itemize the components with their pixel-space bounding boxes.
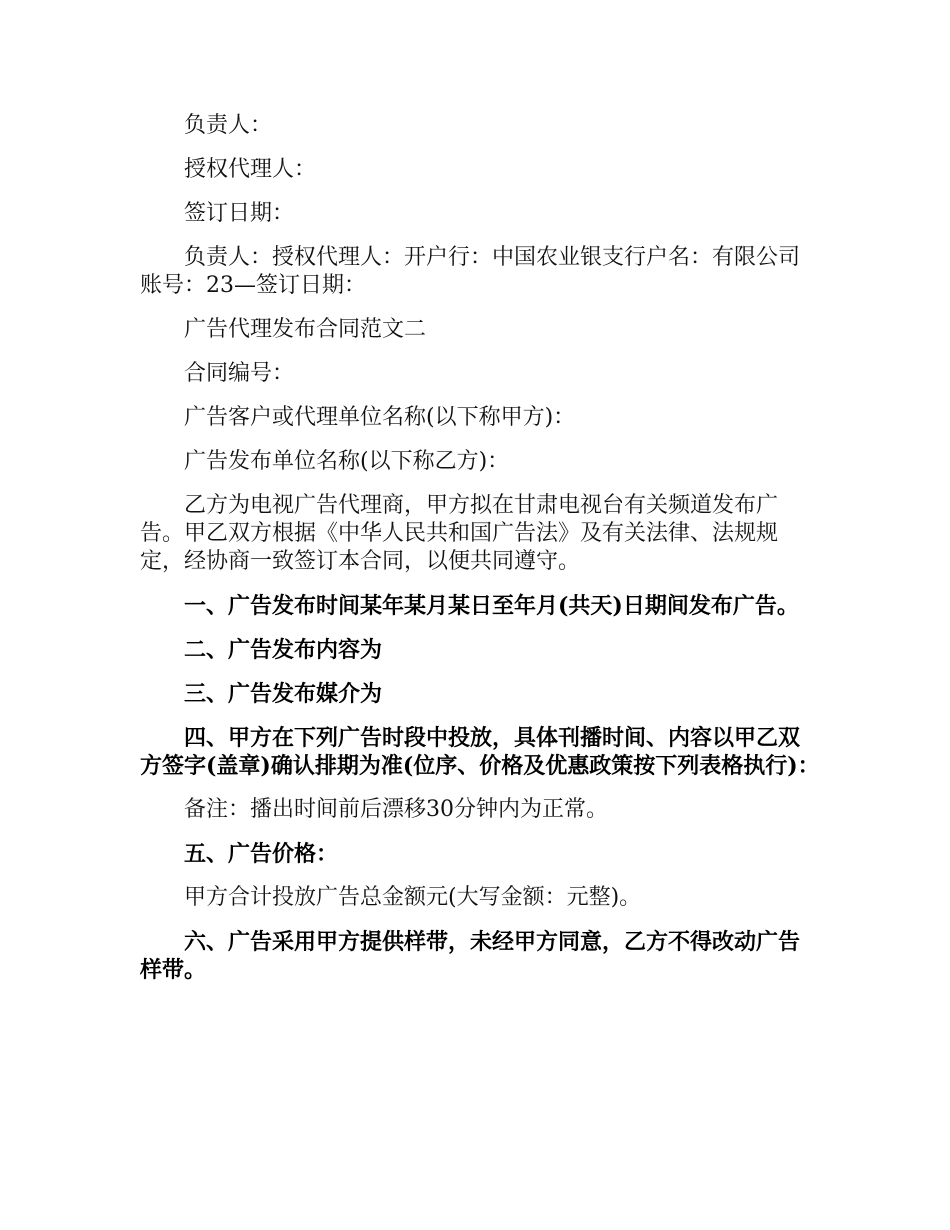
- clause-1-publish-time: 一、广告发布时间某年某月某日至年月(共天)日期间发布广告。: [184, 593, 799, 619]
- document-body: [140, 112, 820, 1000]
- clause-5-price: 五、广告价格：: [184, 841, 339, 867]
- paragraph-remark: 备注：播出时间前后漂移30分钟内为正常。: [184, 797, 608, 822]
- paragraph-preamble: 乙方为电视广告代理商，甲方拟在甘肃电视台有关频道发布广告。甲乙双方根据《中华人民共和国广告法》及有关法律、法规规定，经协商一致签订本合同，以便共同遵守。: [140, 493, 779, 574]
- paragraph-authorized-agent: 授权代理人：: [184, 157, 317, 182]
- clause-4-time-slots: 四、甲方在下列广告时段中投放，具体刊播时间、内容以甲乙双方签字(盖章)确认排期为准(位序、价格及优惠政策按下列表格执行)：: [140, 725, 820, 779]
- paragraph-party-b: 广告发布单位名称(以下称乙方)：: [184, 449, 510, 474]
- clause-3-publish-media: 三、广告发布媒介为: [184, 681, 383, 707]
- paragraph-bank-info: 负责人：授权代理人：开户行：中国农业银支行户名：有限公司账号：23—签订日期：: [140, 245, 801, 298]
- paragraph-contract-title: 广告代理发布合同范文二: [184, 317, 427, 342]
- paragraph-total-amount: 甲方合计投放广告总金额元(大写金额：元整)。: [184, 885, 642, 910]
- paragraph-contract-number: 合同编号：: [184, 361, 295, 386]
- paragraph-party-a: 广告客户或代理单位名称(以下称甲方)：: [184, 405, 576, 430]
- clause-6-sample-tape: 六、广告采用甲方提供样带，未经甲方同意，乙方不得改动广告样带。: [140, 929, 801, 983]
- paragraph-responsible-person: 负责人：: [184, 113, 273, 138]
- paragraph-signing-date: 签订日期：: [184, 201, 295, 226]
- clause-2-publish-content: 二、广告发布内容为: [184, 637, 383, 663]
